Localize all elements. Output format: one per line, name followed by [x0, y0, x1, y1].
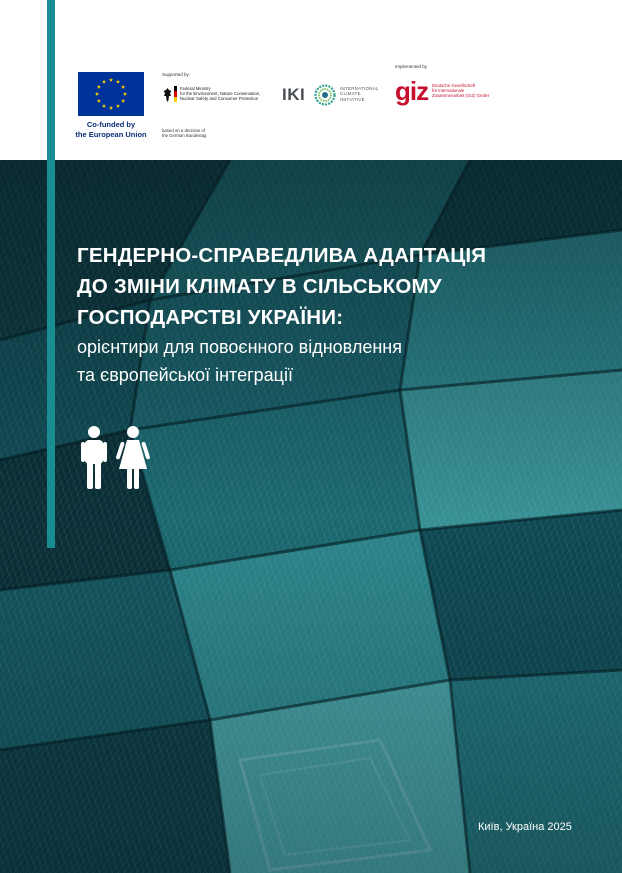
subtitle-line2: та європейської інтеграції	[77, 365, 293, 385]
supported-by-label: Supported by:	[162, 72, 191, 77]
bmu-name-line2: for the Environment, Nature Conservation,	[180, 91, 261, 97]
eu-star-icon	[121, 99, 125, 103]
eu-star-icon	[121, 85, 125, 89]
german-flag-stripe	[174, 86, 177, 102]
eu-star-icon	[116, 80, 120, 84]
iki-line1: INTERNATIONAL	[340, 86, 379, 91]
iki-logo	[282, 83, 392, 109]
bmu-decision-line2: the German Bundestag	[162, 133, 207, 139]
german-eagle-icon	[163, 87, 172, 103]
iki-line3: INITIATIVE	[340, 96, 365, 102]
eu-label-line1: Co-funded by	[86, 120, 136, 129]
giz-logo	[395, 64, 515, 112]
header	[0, 0, 622, 160]
implemented-by-label: Implemented by	[395, 64, 428, 69]
eu-logo	[75, 72, 147, 140]
eu-cofunded-label	[72, 120, 150, 140]
giz-line3: Zusammenarbeit (GIZ) GmbH	[432, 93, 490, 99]
title-line1: ГЕНДЕРНО-СПРАВЕДЛИВА АДАПТАЦІЯ	[77, 244, 487, 267]
bmu-logo	[162, 72, 272, 142]
iki-ring-icon	[314, 84, 336, 106]
iki-wordmark: IKI	[282, 85, 306, 104]
eu-star-icon	[102, 80, 106, 84]
bmu-decision-line1: based on a decision of	[162, 128, 206, 133]
bmu-name	[180, 86, 276, 102]
bmu-decision	[162, 128, 242, 138]
man-icon	[81, 426, 107, 489]
report-title	[77, 240, 597, 389]
eu-star-icon	[109, 78, 113, 82]
iki-subtitle	[340, 86, 400, 102]
eu-star-icon	[95, 92, 99, 96]
eu-label-line2: the European Union	[75, 130, 147, 139]
title-line3: ГОСПОДАРСТВІ УКРАЇНИ:	[77, 306, 344, 329]
eu-star-icon	[97, 99, 101, 103]
woman-icon	[116, 426, 151, 489]
bmu-name-line3: Nuclear Safety and Consumer Protection	[180, 96, 259, 102]
iki-line2: CLIMATE	[340, 91, 361, 97]
publication-place-year: Київ, Україна 2025	[478, 821, 572, 833]
bmu-name-line1: Federal Ministry	[180, 86, 211, 91]
giz-line1: Deutsche Gesellschaft	[432, 83, 475, 88]
title-line2: ДО ЗМІНИ КЛІМАТУ В СІЛЬСЬКОМУ	[77, 275, 442, 298]
eu-star-icon	[123, 92, 127, 96]
eu-star-icon	[116, 104, 120, 108]
eu-star-icon	[97, 85, 101, 89]
giz-wordmark: giz	[395, 76, 429, 106]
eu-star-icon	[102, 104, 106, 108]
subtitle-line1: орієнтири для повоєнного відновлення	[77, 337, 402, 357]
giz-line2: für Internationale	[432, 88, 465, 94]
accent-bar	[47, 0, 55, 548]
giz-name	[432, 83, 512, 99]
gender-icons	[78, 425, 152, 491]
eu-star-icon	[109, 106, 113, 110]
eu-flag-icon	[78, 72, 144, 116]
